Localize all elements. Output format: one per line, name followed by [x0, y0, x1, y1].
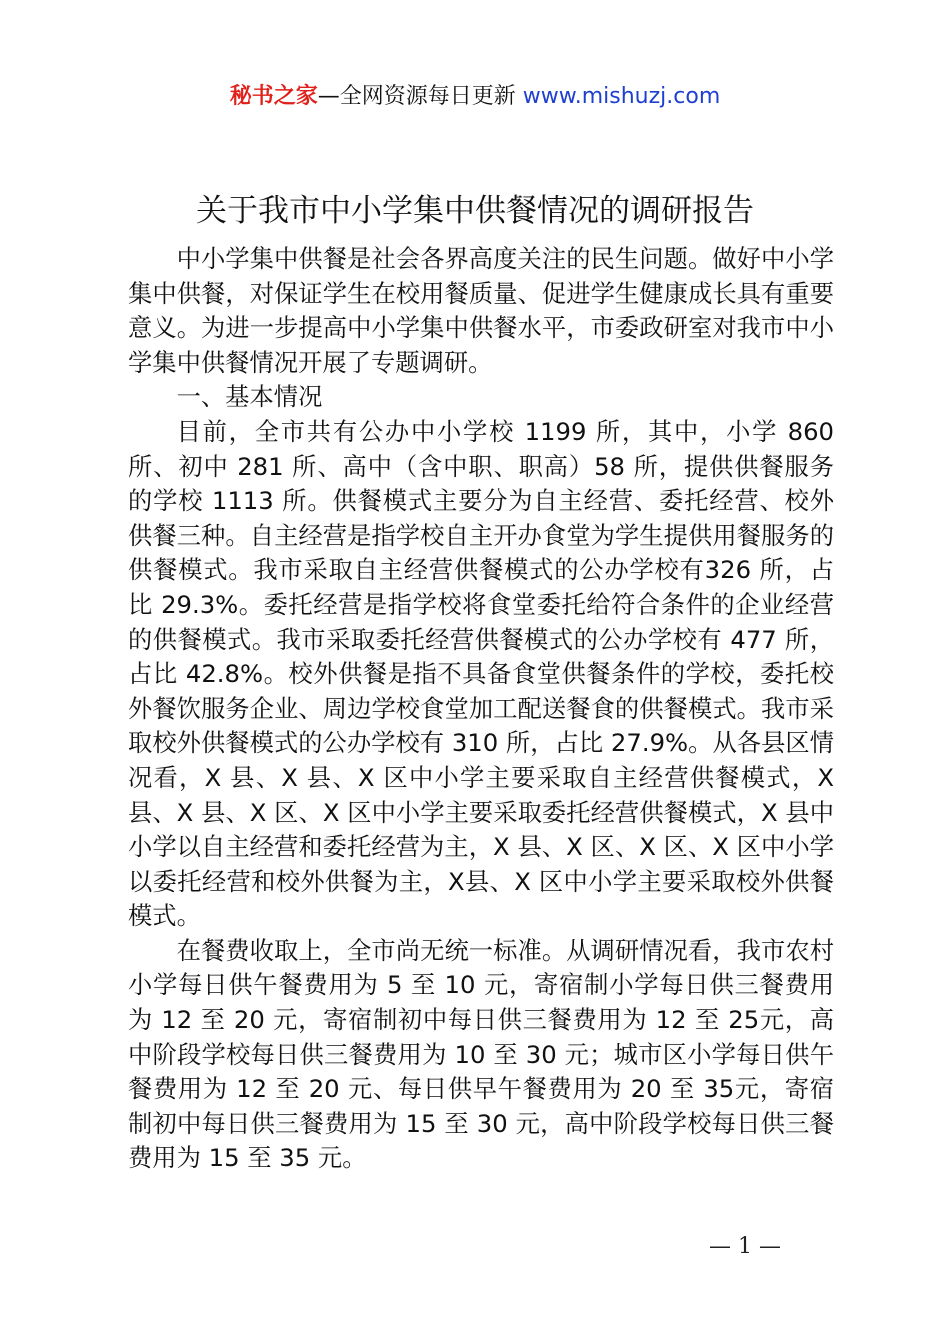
- body-paragraph: 在餐费收取上，全市尚无统一标准。从调研情况看，我市农村小学每日供午餐费用为 5 至 10 元，寄宿制小学每日供三餐费用为 12 至 20 元，寄宿制初中每日供三餐费用为 12 至 25元，高中阶段学校每日供三餐费用为 10 至 30 元；城市区小学每日供午餐费用为 12 至 20 元、每日供早午餐费用为 20 至 35元，寄宿制初中每日供三餐费用为 15 至 30 元，高中阶段学校每日供三餐费用为 15 至 35 元。: [128, 935, 834, 1173]
- section-heading: 一、基本情况: [176, 382, 323, 412]
- intro-paragraph: 中小学集中供餐是社会各界高度关注的民生问题。做好中小学集中供餐，对保证学生在校用餐质量、促进学生健康成长具有重要意义。为进一步提高中小学集中供餐水平，市委政研室对我市中小学集中供餐情况开展了专题调研。: [128, 244, 834, 377]
- document-body: [128, 242, 834, 1176]
- website-url[interactable]: www.mishuzj.com: [522, 84, 721, 109]
- page-number: — 1 —: [709, 1234, 781, 1259]
- header-tagline: —全网资源每日更新: [317, 84, 523, 109]
- page-header: [0, 80, 950, 114]
- body-paragraph: 目前，全市共有公办中小学校 1199 所，其中，小学 860所、初中 281 所、高中（含中职、职高）58 所，提供供餐服务的学校 1113 所。供餐模式主要分为自主经营、委托经营、校外供餐三种。自主经营是指学校自主开办食堂为学生提供用餐服务的供餐模式。我市采取自主经营供餐模式的公办学校有326 所，占比 29.3%。委托经营是指学校将食堂委托给符合条件的企业经营的供餐模式。我市采取委托经营供餐模式的公办学校有 477 所，占比 42.8%。校外供餐是指不具备食堂供餐条件的学校，委托校外餐饮服务企业、周边学校食堂加工配送餐食的供餐模式。我市采取校外供餐模式的公办学校有 310 所，占比 27.9%。从各县区情况看，X 县、X 县、X 区中小学主要采取自主经营供餐模式，X 县、X 县、X 区、X 区中小学主要采取委托经营供餐模式，X 县中小学以自主经营和委托经营为主，X 县、X 区、X 区、X 区中小学以委托经营和校外供餐为主，X县、X 区中小学主要采取校外供餐模式。: [128, 416, 834, 931]
- document-title: 关于我市中小学集中供餐情况的调研报告: [196, 193, 754, 229]
- brand-name: 秘书之家: [229, 84, 318, 109]
